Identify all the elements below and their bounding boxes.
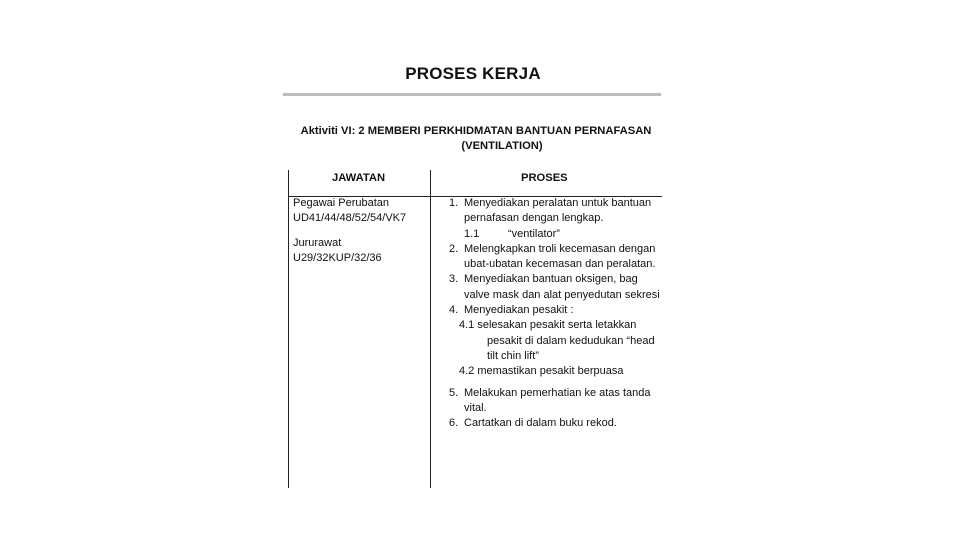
jawatan-grade: UD41/44/48/52/54/VK7 — [293, 212, 407, 225]
proses-step-1 — [449, 196, 664, 242]
step-4-substep-1: 4.1 selesakan pesakit serta letakkan pesakit di dalam kedudukan “head tilt chin lift” — [459, 319, 655, 362]
step-4-substep-2: 4.2 memastikan pesakit berpuasa — [459, 365, 624, 378]
title-divider — [283, 93, 661, 96]
proses-step-6 — [449, 416, 664, 431]
step-number: 1. — [449, 197, 459, 209]
step-number: 2. — [449, 242, 459, 255]
step-text: Cartatkan di dalam buku rekod. — [464, 417, 617, 430]
jawatan-title: Jururawat — [293, 236, 342, 249]
proses-step-2 — [449, 242, 664, 273]
step-text: Menyediakan pesakit : — [464, 304, 574, 317]
page-title: PROSES KERJA — [405, 64, 541, 83]
substep-number: 1.1 — [464, 227, 480, 240]
step-number: 6. — [449, 417, 459, 430]
activity-heading — [290, 124, 662, 154]
step-number: 3. — [449, 273, 459, 286]
column-header-jawatan: JAWATAN — [332, 172, 386, 184]
table-left-border — [288, 170, 289, 488]
jawatan-item-2 — [293, 236, 423, 267]
step-text: Menyediakan bantuan oksigen, bag valve mask dan alat penyedutan sekresi — [464, 273, 660, 301]
proses-cell — [449, 196, 664, 431]
substep-text: “ventilator” — [508, 227, 560, 240]
step-text: Melakukan pemerhatian ke atas tanda vital. — [464, 386, 651, 414]
proses-step-4 — [449, 303, 664, 318]
column-header-proses: PROSES — [521, 172, 568, 184]
proses-step-5 — [449, 386, 664, 417]
step-text: Melengkapkan troli kecemasan dengan ubat-ubatan kecemasan dan peralatan. — [464, 242, 656, 271]
jawatan-grade: U29/32KUP/32/36 — [293, 251, 382, 264]
proses-step-3 — [449, 272, 664, 303]
activity-title: Aktiviti VI: 2 MEMBERI PERKHIDMATAN BANTUAN PERNAFASAN — [300, 125, 652, 137]
jawatan-title: Pegawai Perubatan — [293, 197, 390, 209]
jawatan-cell — [293, 196, 423, 266]
step-text: Menyediakan peralatan untuk bantuan pernafasan dengan lengkap. — [464, 197, 652, 225]
activity-subtitle: (VENTILATION) — [461, 140, 543, 152]
step-number: 4. — [449, 304, 459, 317]
jawatan-item-1 — [293, 196, 423, 227]
step-number: 5. — [449, 386, 459, 399]
table-column-divider — [430, 170, 431, 488]
step-1-substep — [464, 227, 664, 242]
